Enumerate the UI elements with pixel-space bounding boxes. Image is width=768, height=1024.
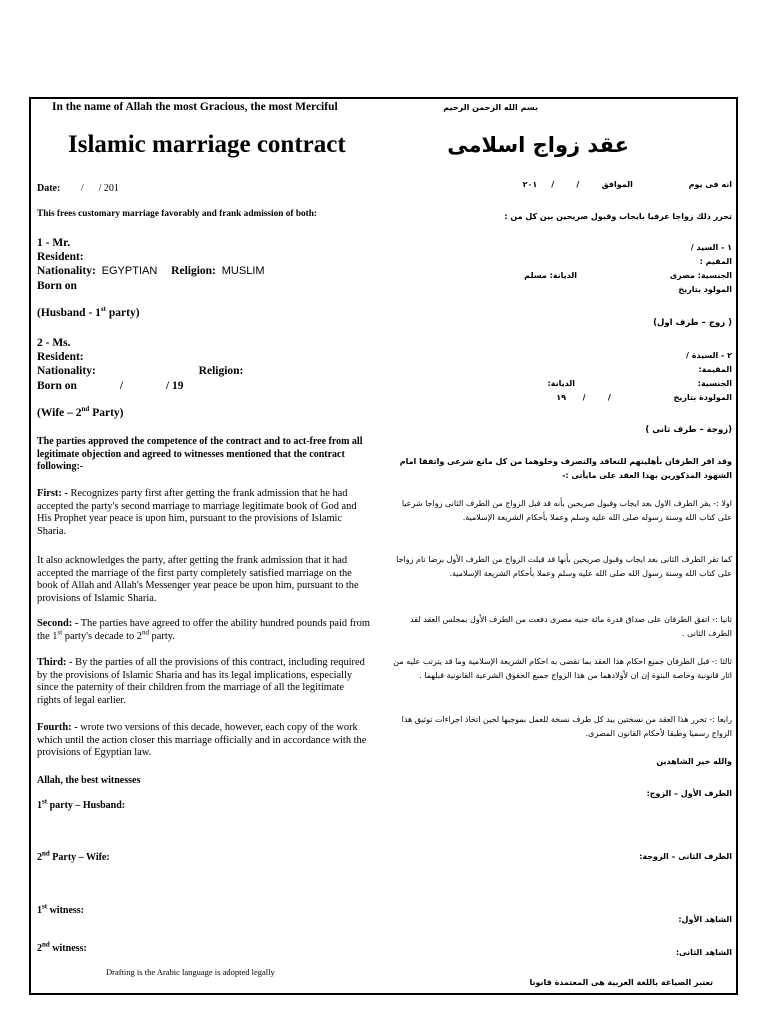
arabic-born-f-row: [402, 391, 732, 405]
arabic-resident-f: المقيمة:: [698, 365, 732, 374]
parties-approved-text: The parties approved the competence of the contract and to act-free from all legitimate objection and agreed to witnesses mentioned that the contract following:-: [37, 436, 363, 472]
signature-wife: 2nd Party – Wife:: [37, 849, 110, 863]
arabic-husband-party: ( زوج – طرف اول): [653, 318, 732, 328]
arabic-ms: ٢ - السيدة /: [686, 351, 732, 360]
husband-religion-value: MUSLIM: [221, 265, 265, 278]
arabic-nationality-f-row: [402, 377, 732, 391]
husband-party-label: (Husband - 1st party): [37, 305, 140, 319]
husband-nationality-value: EGYPTIAN: [101, 265, 158, 278]
arabic-clause-first: اولا :- يقر الطرف الاول بعد ايجاب وقبول صريحين بأنه قد قبل الزواج من الطرف الثانى زواجا شرعيا على كتاب الله وسنة رسوله صلى الله عليه وسلم وعملا بأحكام الشريعة الإسلامية.: [401, 499, 732, 522]
wife-resident: Resident:: [37, 351, 84, 364]
wife-born-row: Born on / / 19: [37, 379, 184, 392]
date-value: / / 201: [80, 183, 119, 194]
arabic-footer-note: تعتبر الصياغة باللغة العربية هى المعتمدة قانونا: [529, 978, 713, 987]
arabic-clause-second: ثانيا :- اتفق الطرفان على صداق قدرة مائة جنيه مصرى دفعت من الطرف الأول بمجلس العقد لقد الطرف الثانى .: [410, 615, 732, 638]
english-title: Islamic marriage contract: [68, 131, 346, 158]
signature-witness-1: 1st witness:: [37, 902, 85, 916]
arabic-signature-witness-1: الشاهد الأول:: [678, 915, 732, 924]
english-footer-note: Drafting is the Arabic language is adopted legally: [106, 967, 275, 977]
arabic-basmala: بسم الله الرحمن الرحيم: [443, 103, 538, 112]
arabic-nationality-row: [402, 269, 732, 283]
contract-border: [29, 97, 738, 995]
husband-mr: 1 - Mr.: [37, 237, 71, 249]
arabic-born-f-date: / / ١٩: [556, 393, 611, 402]
clause-fourth: Fourth: - wrote two versions of this decade, however, each copy of the work which until the action closer this marriage officially and in accordance with the provisions of Egyptian law.: [37, 722, 367, 759]
wife-religion-label: Religion:: [198, 365, 244, 378]
husband-religion-label: Religion:: [171, 265, 216, 278]
arabic-clause-also: كما تقر الطرف الثانى بعد ايجاب وقبول صريحين بأنها قد قبلت الزواج من الطرف الأول برضا تام زواجا على كتاب الله وسنة رسول الله صلى الله عليه وسلم وعملا بأحكام الشريعة الإسلامية.: [396, 555, 732, 578]
wife-ms: 2 - Ms.: [37, 337, 71, 349]
english-basmala: In the name of Allah the most Gracious, the most Merciful: [52, 101, 338, 113]
best-witnesses: Allah, the best witnesses: [37, 775, 141, 786]
arabic-wife-party: (زوجة – طرف ثانى ): [645, 425, 732, 435]
clause-second: Second: - The parties have agreed to offer the ability hundred pounds paid from the 1st party's decade to 2nd party.: [37, 618, 370, 642]
arabic-wife-block: [402, 349, 732, 405]
arabic-clause-fourth: رابعا :- تحرر هذا العقد من نسختين بيد كل طرف نسخة للعمل بموجبها لحين اتخاذ اجراءات توثيق هذا الزواج رسميا وطبقا لأحكام القانون المصرى.: [401, 715, 732, 738]
date-row: [37, 183, 119, 194]
arabic-religion-f: الديانة:: [547, 379, 575, 388]
wife-block: [37, 336, 243, 393]
intro-text: This frees customary marriage favorably and frank admission of both:: [37, 209, 318, 219]
signature-witness-2: 2nd witness:: [37, 940, 87, 954]
arabic-clause-third: ثالثا :- قبل الطرفان جميع احكام هذا العقد بما تقضى به احكام الشريعة الإسلامية وما قد يترتب عليه من اثار قانونية وخاصة البنوة إن ان لأولادهما من هذا الزواج جميع الحقوق الشرعية القانونية قبلهما .: [393, 657, 732, 680]
arabic-nationality: الجنسية: مصرى: [669, 271, 732, 280]
arabic-signature-husband: الطرف الأول – الزوج:: [646, 789, 732, 798]
arabic-husband-block: [402, 241, 732, 297]
arabic-signature-witness-2: الشاهد الثانى:: [675, 948, 732, 957]
clause-first: First: - Recognizes party first after getting the frank admission that he had accepted the party's second marriage to marriage legitimate book of God and His Prophet year peace is upon him, pursuant to the provisions of Islamic Sharia.: [37, 488, 357, 537]
wife-party-label: (Wife – 2nd Party): [37, 405, 124, 419]
arabic-born: المولود بتاريخ: [678, 285, 732, 294]
clause-third: Third: - By the parties of all the provisions of this contract, including required by the provisions of Islamic Sharia and has its legal implications, especially since the paternity of their children from the marriage of all the legitimate rights of legal earlier.: [37, 657, 365, 706]
wife-nationality-label: Nationality:: [37, 365, 96, 378]
wife-born-on: Born on: [37, 379, 77, 392]
husband-born-on: Born on: [37, 279, 77, 292]
husband-resident: Resident:: [37, 251, 84, 264]
arabic-born-f: المولودة بتاريخ: [673, 393, 732, 402]
arabic-intro: تحرر ذلك زواجا عرفيا بايجاب وقبول صريحين بين كل من :: [504, 212, 732, 221]
signature-husband: 1st party – Husband:: [37, 797, 126, 811]
wife-nationality-row: [37, 364, 243, 378]
arabic-title: عقد زواج اسلامى: [447, 133, 629, 157]
clause-also: It also acknowledges the party, after getting the frank admission that it had accepted the marriage of the first party completely satisfied marriage on the book of Allah and Allah's Messenger year peace be upon him, pursuant to the provisions of Islamic Sharia.: [37, 555, 359, 604]
arabic-religion: الديانة: مسلم: [524, 271, 578, 280]
arabic-date-line: انه فى يوم الموافق / / ٢٠١: [522, 180, 732, 189]
arabic-resident: المقيم :: [699, 257, 732, 266]
arabic-parties-approved: وقد اقر الطرفان بأهليتهم للتعاقد والتصرف وخلوهما من كل مانع شرعى واتفقا امام الشهود المذكورين بهذا العقد على مايأتى :-: [399, 457, 732, 480]
arabic-signature-wife: الطرف الثانى – الزوجة:: [639, 852, 732, 861]
arabic-nationality-f: الجنسية:: [697, 379, 732, 388]
husband-block: [37, 236, 265, 293]
arabic-best-witnesses: والله خير الشاهدين: [656, 757, 732, 766]
husband-nationality-label: Nationality:: [37, 265, 96, 278]
date-label: Date:: [37, 183, 61, 194]
husband-nationality-row: [37, 264, 265, 278]
arabic-mr: ١ - السيد /: [690, 243, 732, 252]
